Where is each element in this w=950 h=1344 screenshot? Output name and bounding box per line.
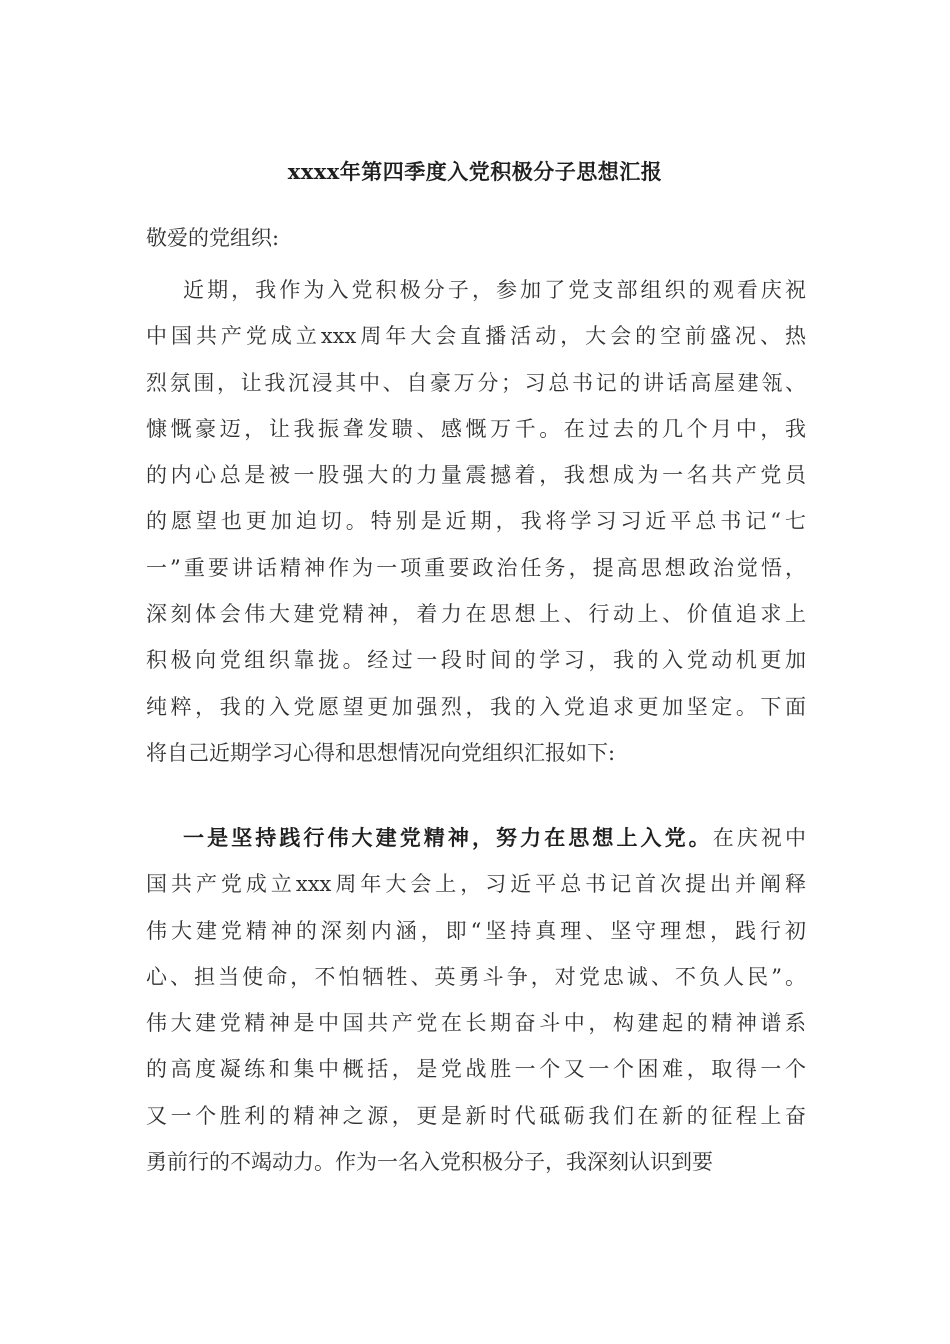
- paragraph-1: [146, 267, 806, 776]
- paragraph-line: 纯粹，我的入党愿望更加强烈，我的入党追求更加坚定。下面: [146, 694, 806, 719]
- paragraph-line: 心、担当使命，不怕牺牲、英勇斗争，对党忠诚、不负人民”。: [146, 964, 806, 989]
- section-heading: 一是坚持践行伟大建党精神，努力在思想上入党。: [183, 825, 713, 850]
- paragraph-line: 国共产党成立xxx周年大会上，习近平总书记首次提出并阐释: [146, 872, 806, 897]
- paragraph-line: 伟大建党精神的深刻内涵，即“坚持真理、坚守理想，践行初: [146, 918, 806, 943]
- paragraph-line: 深刻体会伟大建党精神，着力在思想上、行动上、价值追求上: [146, 602, 806, 627]
- paragraph-line: 一”重要讲话精神作为一项重要政治任务，提高思想政治觉悟，: [146, 555, 806, 580]
- paragraph-line-rest: 在庆祝中: [712, 826, 807, 850]
- paragraph-line: 中国共产党成立xxx周年大会直播活动，大会的空前盛况、热: [146, 324, 806, 349]
- paragraph-line: 的内心总是被一股强大的力量震撼着，我想成为一名共产党员: [146, 463, 806, 488]
- document-title: xxxx年第四季度入党积极分子思想汇报: [287, 159, 663, 184]
- paragraph-first-line: [146, 815, 806, 861]
- paragraph-line: 积极向党组织靠拢。经过一段时间的学习，我的入党动机更加: [146, 648, 806, 673]
- paragraph-2: [146, 815, 806, 1185]
- paragraph-line: 的愿望也更加迫切。特别是近期，我将学习习近平总书记“七: [146, 509, 806, 534]
- paragraph-line: 伟大建党精神是中国共产党在长期奋斗中，构建起的精神谱系: [146, 1011, 806, 1036]
- paragraph-line: 的高度凝练和集中概括，是党战胜一个又一个困难，取得一个: [146, 1057, 806, 1082]
- paragraph-line: 烈氛围，让我沉浸其中、自豪万分；习总书记的讲话高屋建瓴、: [146, 370, 806, 395]
- paragraph-line: 慷慨豪迈，让我振聋发聩、感慨万千。在过去的几个月中，我: [146, 416, 806, 441]
- salutation: 敬爱的党组织:: [146, 226, 280, 250]
- paragraph-line: 将自己近期学习心得和思想情况向党组织汇报如下:: [146, 740, 616, 765]
- paragraph-line: 近期，我作为入党积极分子，参加了党支部组织的观看庆祝: [183, 278, 806, 302]
- paragraph-line: 勇前行的不竭动力。作为一名入党积极分子，我深刻认识到要: [146, 1150, 713, 1175]
- paragraph-line: 又一个胜利的精神之源，更是新时代砥砺我们在新的征程上奋: [146, 1103, 806, 1128]
